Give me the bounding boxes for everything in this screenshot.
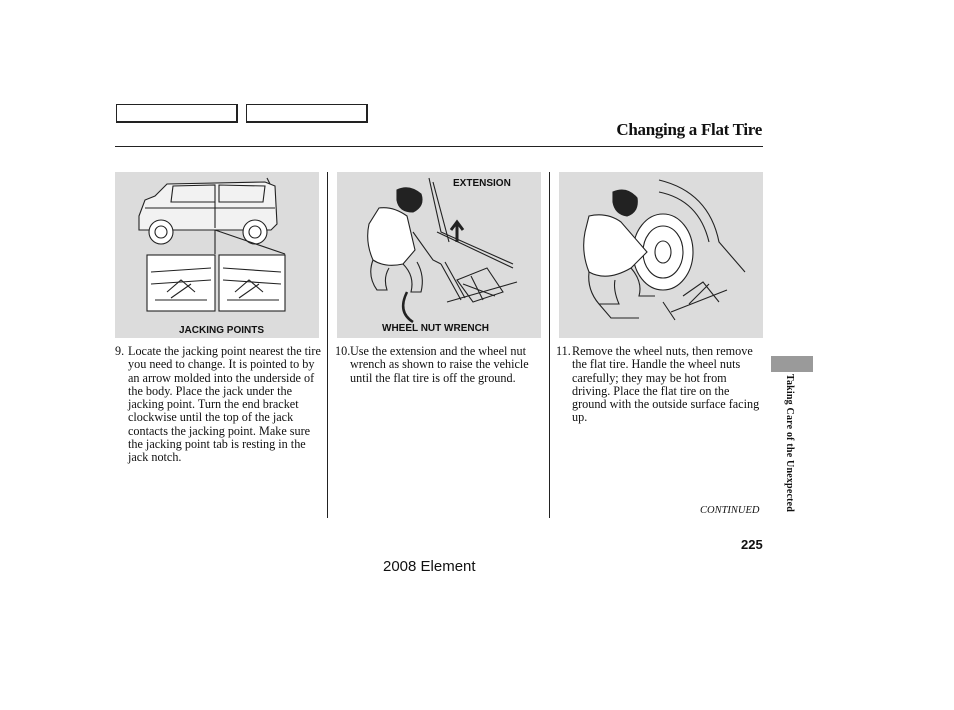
label-wheel-nut-wrench: WHEEL NUT WRENCH (382, 323, 490, 334)
nav-tab-main-menu[interactable] (116, 104, 238, 123)
footer-model: 2008 Element (383, 558, 476, 575)
label-jacking-points: JACKING POINTS (179, 325, 265, 336)
page-title: Changing a Flat Tire (616, 120, 762, 139)
nav-tab-index[interactable] (246, 104, 368, 123)
figure-jacking-points (115, 172, 319, 338)
step-text: Remove the wheel nuts, then remove the flat tire. Handle the wheel nuts carefully; they may be hot from driving. Place the flat tire on the ground with the outside surface facing up. (572, 344, 760, 425)
figure-raise-vehicle (337, 172, 541, 338)
jack-illustration (337, 172, 541, 338)
column-divider-1 (327, 172, 328, 518)
figure-remove-tire (559, 172, 763, 338)
tire-removal-illustration (559, 172, 763, 338)
column-divider-2 (549, 172, 550, 518)
step-number: 10. (335, 344, 351, 358)
step-text: Use the extension and the wheel nut wrench as shown to raise the vehicle until the flat tire is off the ground. (350, 344, 529, 385)
step-text: Locate the jacking point nearest the tire you need to change. It is pointed to by an arrow molded into the underside of the body. Place the jack under the jacking point. Turn the end bracket clockwise until the top of the jack contacts the jacking point. Make sure the jacking point tab is resting in the jack notch. (128, 344, 321, 465)
title-rule (115, 146, 763, 147)
continued-note: CONTINUED (700, 505, 760, 516)
section-label: Taking Care of the Unexpected (784, 374, 795, 513)
label-extension: EXTENSION (453, 178, 511, 189)
step-number: 11. (556, 344, 571, 358)
section-tab[interactable] (771, 356, 813, 372)
page-number: 225 (741, 537, 763, 552)
step-number: 9. (115, 344, 125, 358)
vehicle-illustration (115, 172, 319, 338)
